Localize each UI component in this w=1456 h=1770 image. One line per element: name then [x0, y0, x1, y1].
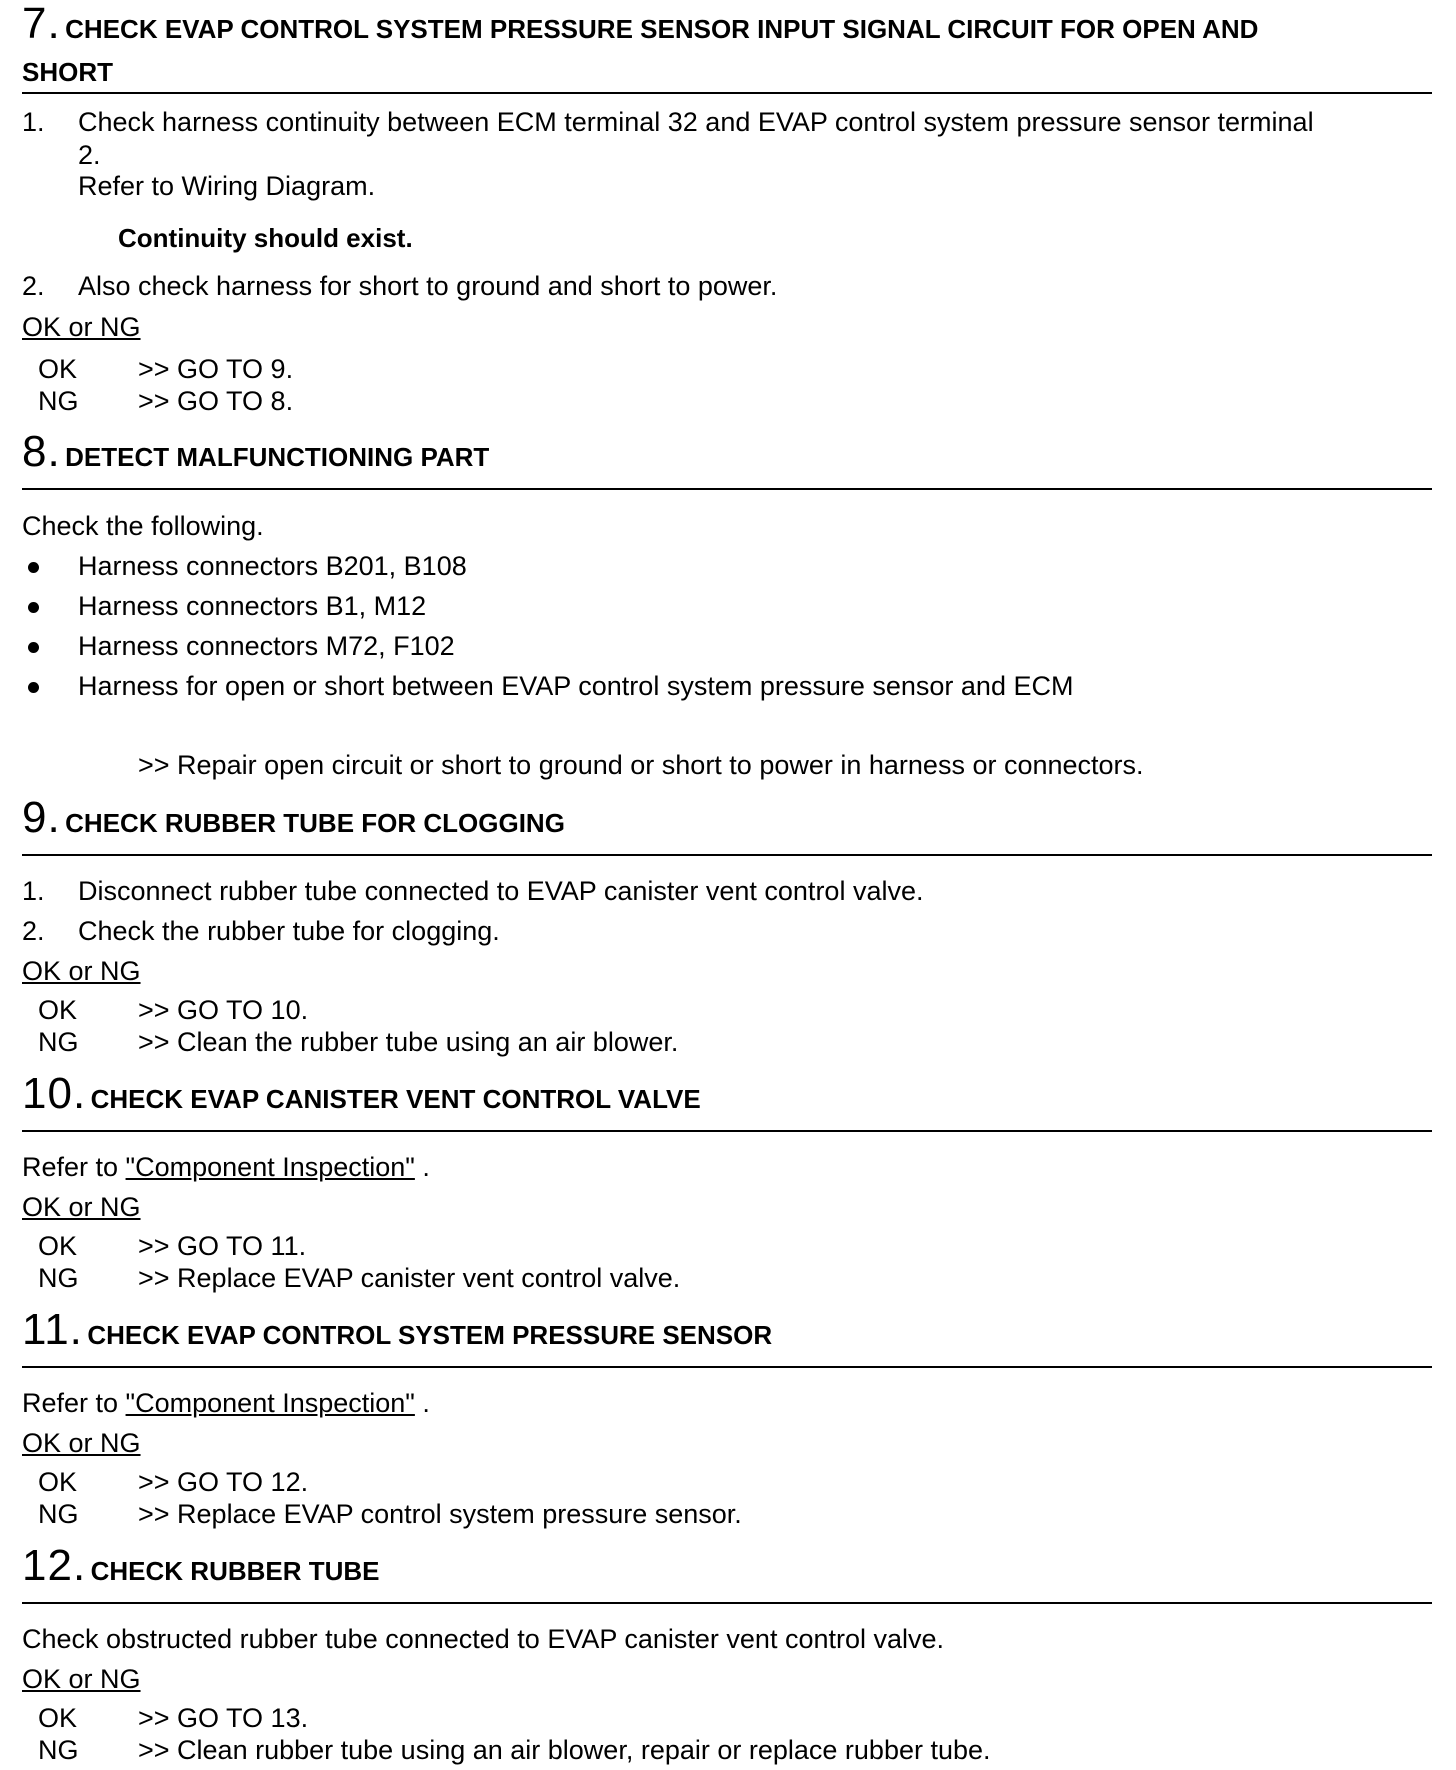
step-8-header [22, 427, 1432, 490]
bullet-text: Harness connectors M72, F102 [78, 631, 455, 661]
ng-key: NG [38, 386, 79, 416]
ng-action: >> Clean the rubber tube using an air blower. [138, 1027, 679, 1057]
step-10-number: 10. [22, 1069, 87, 1118]
ok-action: >> GO TO 10. [138, 995, 309, 1025]
step-11-refer [22, 1383, 1432, 1423]
bullet-item [22, 626, 1456, 666]
ok-key: OK [38, 1703, 78, 1733]
component-inspection-link[interactable]: "Component Inspection" [125, 1152, 415, 1182]
ok-ng-label: OK or NG [22, 956, 141, 986]
step-10-refer [22, 1147, 1432, 1187]
step-10-ok-ng [22, 1187, 1432, 1227]
ok-ng-label: OK or NG [22, 312, 141, 342]
ok-ng-label: OK or NG [22, 1192, 141, 1222]
bullet-item [22, 666, 1456, 706]
step-8-intro: Check the following. [22, 511, 264, 541]
step-12-number: 12. [22, 1541, 87, 1590]
step-11-ng-result [22, 1498, 1448, 1530]
step-10-title: CHECK EVAP CANISTER VENT CONTROL VALVE [90, 1084, 701, 1114]
step-9-item-2 [22, 911, 1456, 951]
item-number: 1. [22, 107, 45, 137]
step-7-item-2 [22, 266, 1456, 306]
ok-key: OK [38, 1231, 78, 1261]
step-11-number: 11. [22, 1305, 83, 1354]
step-12-header [22, 1541, 1432, 1604]
continuity-note: Continuity should exist. [118, 223, 413, 253]
bullet-text: Harness for open or short between EVAP control system pressure sensor and ECM [78, 671, 1074, 701]
bullet-dot [28, 682, 39, 693]
bullet-dot [28, 602, 39, 613]
step-9-ng-result [22, 1026, 1448, 1058]
step-8-repair-action: >> Repair open circuit or short to ground or short to power in harness or connectors. [138, 750, 1144, 780]
component-inspection-link[interactable]: "Component Inspection" [125, 1388, 415, 1418]
refer-text: Refer to [22, 1388, 126, 1418]
item-text: Check the rubber tube for clogging. [78, 916, 500, 946]
item-number: 2. [22, 916, 45, 946]
step-7-number: 7. [22, 0, 61, 48]
step-10-ng-result [22, 1262, 1448, 1294]
refer-text: Refer to [22, 1152, 126, 1182]
step-12-ok-result [22, 1702, 1448, 1734]
step-7-header [22, 2, 1432, 94]
step-9-item-1 [22, 871, 1456, 911]
bullet-dot [28, 642, 39, 653]
ok-action: >> GO TO 13. [138, 1703, 309, 1733]
ng-key: NG [38, 1263, 79, 1293]
wiring-diagram-reference: Refer to Wiring Diagram. [78, 171, 376, 201]
step-12-intro: Check obstructed rubber tube connected to EVAP canister vent control valve. [22, 1624, 945, 1654]
step-10-header [22, 1069, 1432, 1132]
ng-action: >> Clean rubber tube using an air blower, repair or replace rubber tube. [138, 1735, 991, 1765]
item-text: Also check harness for short to ground and short to power. [78, 271, 778, 301]
ok-action: >> GO TO 9. [138, 354, 294, 384]
ok-key: OK [38, 995, 78, 1025]
bullet-dot [28, 562, 39, 573]
step-8-title: DETECT MALFUNCTIONING PART [65, 442, 490, 472]
step-7-ng-result [22, 385, 1448, 417]
refer-end: . [414, 1388, 430, 1418]
bullet-item [22, 586, 1456, 626]
step-11-title: CHECK EVAP CONTROL SYSTEM PRESSURE SENSOR [87, 1320, 773, 1350]
item-text-continued: 2. [78, 140, 101, 170]
ok-ng-label: OK or NG [22, 1664, 141, 1694]
step-7-title-line2: SHORT [22, 57, 113, 87]
step-7-title-line1: CHECK EVAP CONTROL SYSTEM PRESSURE SENSOR INPUT SIGNAL CIRCUIT FOR OPEN AND [65, 14, 1259, 44]
step-9-number: 9. [22, 793, 61, 842]
step-12-title: CHECK RUBBER TUBE [90, 1556, 380, 1586]
ng-key: NG [38, 1735, 79, 1765]
item-text: Check harness continuity between ECM terminal 32 and EVAP control system pressure sensor terminal [78, 107, 1314, 137]
bullet-item [22, 546, 1456, 586]
step-8-number: 8. [22, 427, 61, 476]
step-9-header [22, 793, 1432, 856]
step-12-ng-result [22, 1734, 1448, 1766]
step-9-title: CHECK RUBBER TUBE FOR CLOGGING [65, 808, 565, 838]
step-7-ok-result [22, 353, 1448, 385]
step-9-ok-ng [22, 951, 1432, 991]
item-number: 2. [22, 271, 45, 301]
bullet-text: Harness connectors B1, M12 [78, 591, 427, 621]
item-number: 1. [22, 876, 45, 906]
step-11-ok-result [22, 1466, 1448, 1498]
ok-ng-label: OK or NG [22, 1428, 141, 1458]
ok-action: >> GO TO 11. [138, 1231, 307, 1261]
item-text: Disconnect rubber tube connected to EVAP canister vent control valve. [78, 876, 924, 906]
step-9-ok-result [22, 994, 1448, 1026]
step-11-header [22, 1305, 1432, 1368]
step-7-ok-ng [22, 307, 1432, 347]
ok-key: OK [38, 354, 78, 384]
ng-action: >> GO TO 8. [138, 386, 294, 416]
step-7-item-1 [22, 102, 1456, 204]
step-11-ok-ng [22, 1423, 1432, 1463]
ng-action: >> Replace EVAP control system pressure sensor. [138, 1499, 742, 1529]
step-10-ok-result [22, 1230, 1448, 1262]
ok-action: >> GO TO 12. [138, 1467, 309, 1497]
ok-key: OK [38, 1467, 78, 1497]
bullet-text: Harness connectors B201, B108 [78, 551, 467, 581]
refer-end: . [414, 1152, 430, 1182]
ng-action: >> Replace EVAP canister vent control valve. [138, 1263, 681, 1293]
ng-key: NG [38, 1027, 79, 1057]
step-12-ok-ng [22, 1659, 1432, 1699]
ng-key: NG [38, 1499, 79, 1529]
